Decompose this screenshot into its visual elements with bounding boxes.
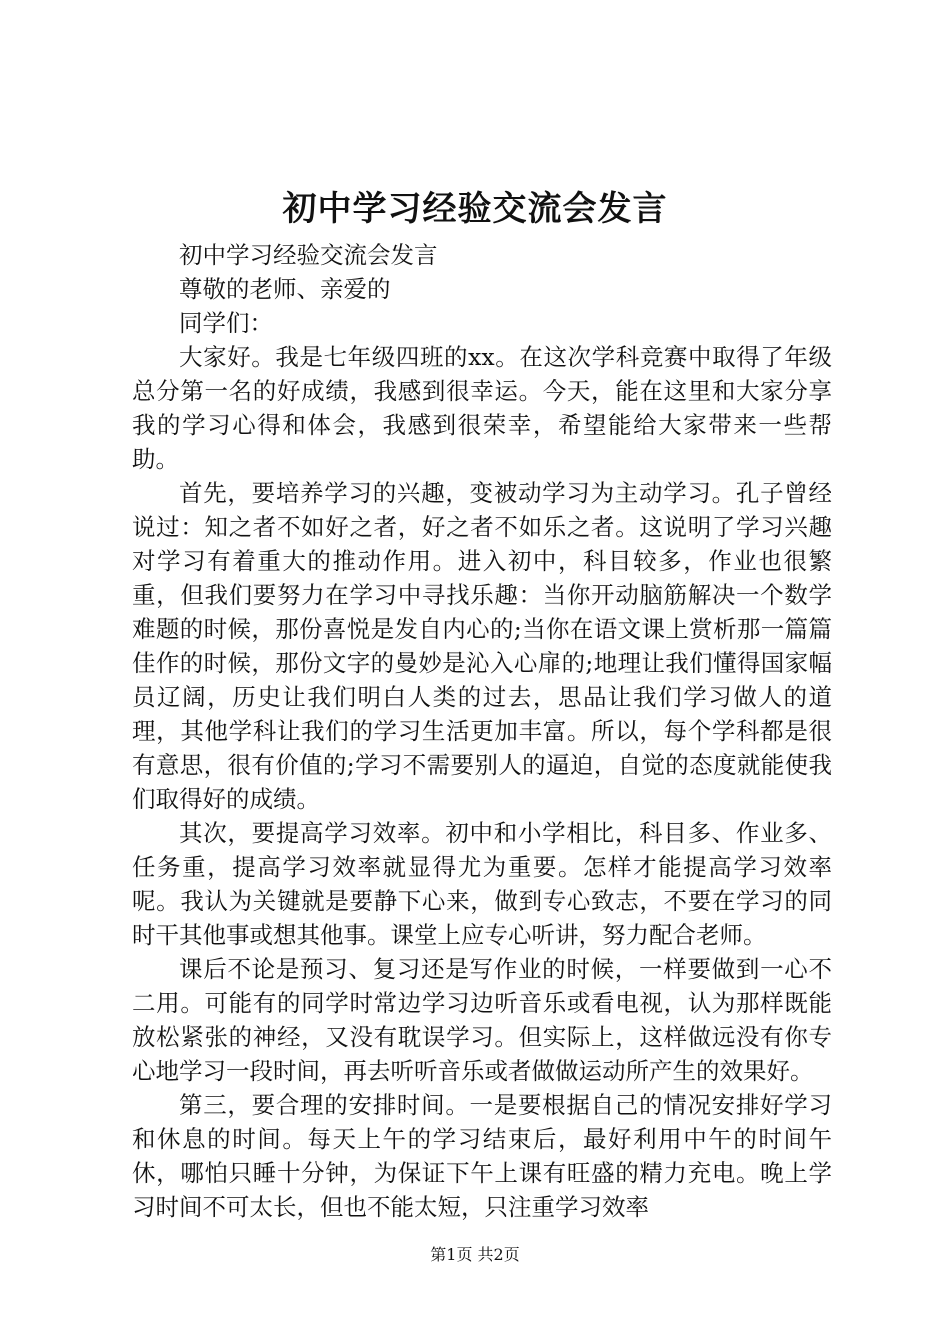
document-body [132, 238, 832, 1224]
paragraph-heading-repeat: 初中学习经验交流会发言 [179, 241, 438, 269]
document-title: 初中学习经验交流会发言 [282, 189, 668, 229]
page-number-footer: 第1页 共2页 [430, 1245, 520, 1264]
paragraph-third-point: 第三，要合理的安排时间。一是要根据自己的情况安排好学习和休息的时间。每天上午的学习结束后，最好利用中午的时间午休，哪怕只睡十分钟，为保证下午上课有旺盛的精力充电。晚上学习时间不可太长，但也不能太短，只注重学习效率 [132, 1091, 832, 1221]
paragraph-salutation-line2: 同学们： [179, 309, 273, 337]
paragraph-second-point: 其次，要提高学习效率。初中和小学相比，科目多、作业多、任务重，提高学习效率就显得尤为重要。怎样才能提高学习效率呢。我认为关键就是要静下心来，做到专心致志，不要在学习的同时干其他事或想其他事。课堂上应专心听讲，努力配合老师。 [132, 819, 832, 949]
paragraph-after-class: 课后不论是预习、复习还是写作业的时候，一样要做到一心不二用。可能有的同学时常边学习边听音乐或看电视，认为那样既能放松紧张的神经，又没有耽误学习。但实际上，这样做远没有你专心地学习一段时间，再去听听音乐或者做做运动所产生的效果好。 [132, 955, 832, 1085]
paragraph-introduction: 大家好。我是七年级四班的xx。在这次学科竞赛中取得了年级总分第一名的好成绩，我感到很幸运。今天，能在这里和大家分享我的学习心得和体会，我感到很荣幸，希望能给大家带来一些帮助。 [132, 343, 832, 473]
paragraph-salutation-line1: 尊敬的老师、亲爱的 [179, 275, 391, 303]
paragraph-first-point: 首先，要培养学习的兴趣，变被动学习为主动学习。孔子曾经说过：知之者不如好之者，好之者不如乐之者。这说明了学习兴趣对学习有着重大的推动作用。进入初中，科目较多，作业也很繁重，但我们要努力在学习中寻找乐趣：当你开动脑筋解决一个数学难题的时候，那份喜悦是发自内心的;当你在语文课上赏析那一篇篇佳作的时候，那份文字的曼妙是沁入心扉的;地理让我们懂得国家幅员辽阔，历史让我们明白人类的过去，思品让我们学习做人的道理，其他学科让我们的学习生活更加丰富。所以，每个学科都是很有意思，很有价值的;学习不需要别人的逼迫，自觉的态度就能使我们取得好的成绩。 [132, 479, 832, 813]
